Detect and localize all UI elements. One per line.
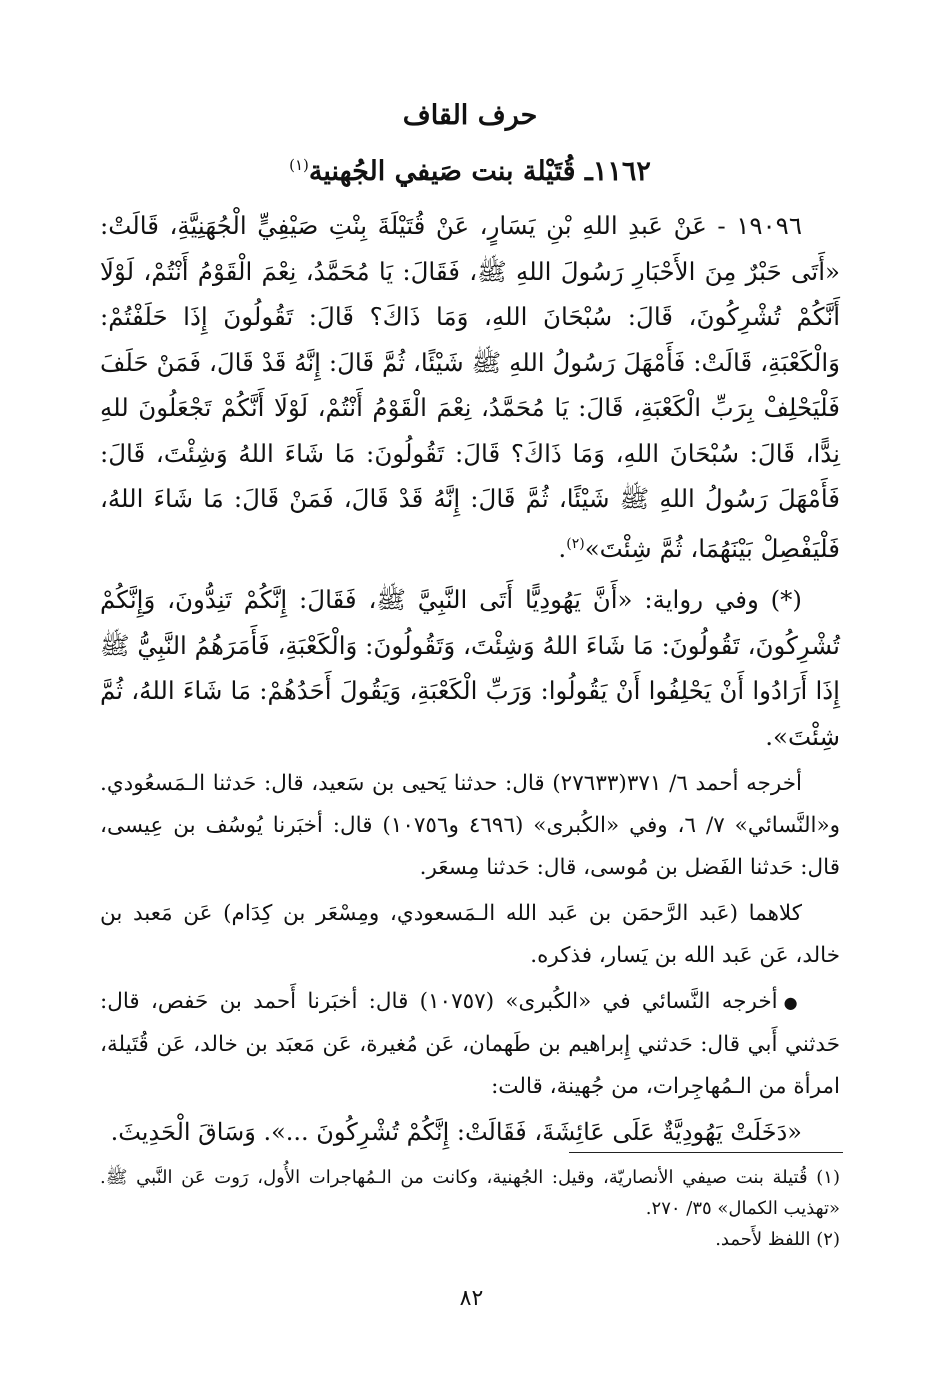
footnote-item — [100, 1224, 840, 1255]
hadith-footnote-ref[interactable]: (٢) — [566, 535, 585, 552]
hadith-end: . — [558, 533, 567, 563]
footnote-ref: (٢) — [816, 1229, 840, 1250]
footnote-divider — [569, 1152, 843, 1153]
footnotes — [100, 1162, 840, 1255]
bullet-takhrij — [100, 981, 840, 1108]
entry-title — [100, 140, 840, 197]
riwaya-text: (*) وفي رواية: «أَنَّ يَهُودِيًّا أَتَى النَّبِيَّ ﷺ، فَقَالَ: إِنَّكُمْ تَنِدُّونَ، وَإِنَّكُمْ تُشْرِكُونَ، تَقُولُونَ: مَا شَاءَ اللهُ وَشِئْتَ، وَتَقُولُونَ: وَالْكَعْبَةِ، فَأَمَرَهُمُ النَّبِيُّ ﷺ إِذَا أَرَادُوا أَنْ يَحْلِفُوا أَنْ يَقُولُوا: وَرَبِّ الْكَعْبَةِ، وَيَقُولَ أَحَدُهُمْ: مَا شَاءَ اللهُ، ثُمَّ شِئْتَ». — [100, 585, 840, 751]
hadith-body: ١٩٠٩٦ - عَنْ عَبدِ اللهِ بْنِ يَسَارٍ، عَنْ قُتَيْلَةَ بِنْتِ صَيْفِيٍّ الْجُهَنِيَّةِ، قَالَتْ: «أَتَى حَبْرٌ مِنَ الأَحْبَارِ رَسُولَ اللهِ ﷺ، فَقَالَ: يَا مُحَمَّدُ، نِعْمَ الْقَوْمُ أَنْتُمْ، لَوْلَا أَنَّكُمْ تُشْرِكُونَ، قَالَ: سُبْحَانَ اللهِ، وَمَا ذَاكَ؟ قَالَ: تَقُولُونَ إِذَا حَلَفْتُمْ: وَالْكَعْبَةِ، قَالَتْ: فَأَمْهَلَ رَسُولُ اللهِ ﷺ شَيْئًا، ثُمَّ قَالَ: إِنَّهُ قَدْ قَالَ، فَمَنْ حَلَفَ فَلْيَحْلِفْ بِرَبِّ الْكَعْبَةِ، قَالَ: يَا مُحَمَّدُ، نِعْمَ الْقَوْمُ أَنْتُمْ، لَوْلَا أَنَّكُمْ تَجْعَلُونَ للهِ نِدًّا، قَالَ: سُبْحَانَ اللهِ، وَمَا ذَاكَ؟ قَالَ: تَقُولُونَ: مَا شَاءَ اللهُ وَشِئْتَ، قَالَ: فَأَمْهَلَ رَسُولُ اللهِ ﷺ شَيْئًا، ثُمَّ قَالَ: إِنَّهُ قَدْ قَالَ، فَمَنْ قَالَ: مَا شَاءَ اللهُ، فَلْيَفْصِلْ بَيْنَهُمَا، ثُمَّ شِئْتَ» — [100, 211, 840, 563]
bullet-takhrij-quote: «دَخَلَتْ يَهُودِيَّةٌ عَلَى عَائِشَةَ، فَقَالَتْ: إِنَّكُمْ تُشْرِكُونَ ...». وَسَاقَ الْحَدِيثَ. — [110, 1118, 802, 1147]
takhrij-paragraph: أخرجه أحمد ٦/ ٣٧١(٢٧٦٣٣) قال: حدثنا يَحيى بن سَعيد، قال: حَدثنا الـمَسعُودي. و«النَّسائي» ٧/ ٦، وفي «الكُبرى» (٤٦٩٦ و١٠٧٥٦) قال: أخبَرنا يُوسُف بن عِيسى، قال: حَدثنا الفَضل بن مُوسى، قال: حَدثنا مِسعَر. — [100, 771, 840, 881]
bullet-takhrij-text: أخرجه النَّسائي في «الكُبرى» (١٠٧٥٧) قال: أخبَرنا أَحمد بن حَفص، قال: حَدثني أَبي قال: حَدثني إِبراهيم بن طَهمان، عَن مُغيرة، عَن مَعبَد بن خالد، عَن قُتَيلة، امرأة من الـمُهاجِرات، من جُهينة، قالت: — [100, 989, 840, 1100]
page-body — [100, 92, 840, 1154]
footnote-item — [100, 1162, 840, 1224]
entry-footnote-ref[interactable]: (١) — [289, 156, 309, 174]
entry-name: قُتَيْلة بنت صَيفي الجُهنية — [308, 156, 576, 187]
entry-number: ١١٦٢ـ — [584, 156, 651, 187]
footnote-text: قُتيلة بنت صيفي الأنصاريّة، وقيل: الجُهنية، وكانت من الـمُهاجرات الأُول، رَوت عَن النَّبي ﷺ. «تهذيب الكمال» ٣٥/ ٢٧٠. — [100, 1167, 840, 1219]
chapter-title: حرف القاف — [402, 100, 538, 131]
bullet-icon: ● — [783, 993, 802, 1013]
takhrij-paragraph: كلاهما (عَبد الرَّحمَن بن عَبد الله الـمَسعودي، ومِسْعَر بن كِدَام) عَن مَعبد بن خالد، عَن عَبد الله بن يَسار، فذكره. — [100, 901, 840, 969]
footnote-text: اللفظ لأَحمد. — [715, 1229, 811, 1250]
footnote-ref: (١) — [816, 1167, 840, 1188]
page-number: ٨٢ — [459, 1286, 484, 1311]
hadith-text — [100, 203, 840, 571]
